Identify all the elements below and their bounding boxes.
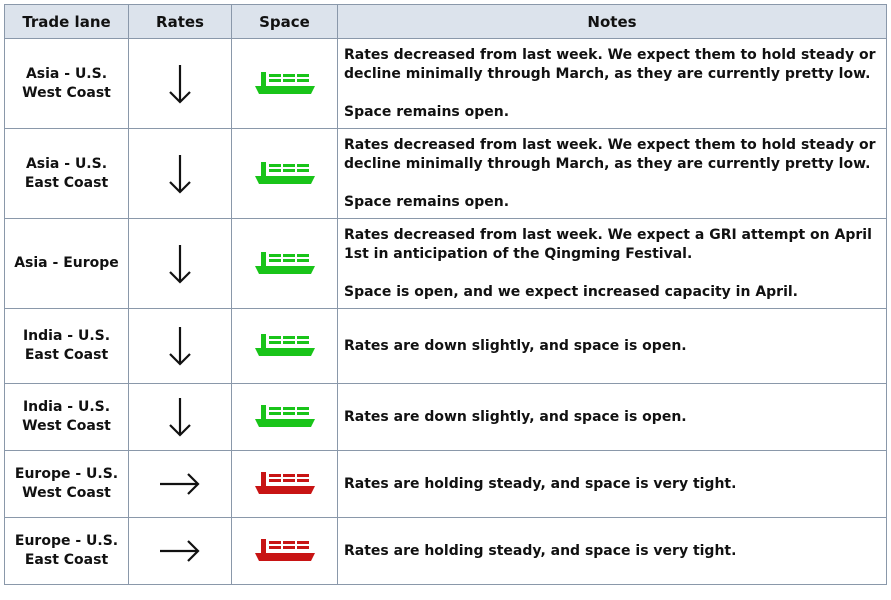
rates-cell (129, 129, 232, 219)
notes-cell (338, 309, 887, 384)
lane-line: West Coast (22, 84, 111, 101)
header-rates: Rates (129, 5, 232, 39)
note-text: Space remains open. (344, 103, 510, 120)
space-cell (232, 219, 338, 309)
arrow-right-icon (129, 472, 231, 496)
trade-lane-cell (5, 451, 129, 518)
space-cell (232, 39, 338, 129)
notes-cell (338, 129, 887, 219)
space-cell (232, 129, 338, 219)
lane-line: Asia - U.S. (25, 155, 108, 172)
table-row (5, 219, 887, 309)
arrow-right-icon (129, 539, 231, 563)
note-text: Space is open, and we expect increased capacity in April. (344, 283, 798, 300)
table-row (5, 451, 887, 518)
notes-cell (338, 451, 887, 518)
header-space: Space (232, 5, 338, 39)
rates-cell (129, 219, 232, 309)
table-row (5, 39, 887, 129)
rates-cell (129, 39, 232, 129)
note-text: Rates are down slightly, and space is open. (344, 337, 687, 354)
trade-lane-table (4, 4, 887, 585)
container-ship-icon (232, 405, 337, 429)
arrow-down-icon (129, 325, 231, 367)
header-trade-lane: Trade lane (5, 5, 129, 39)
space-cell (232, 451, 338, 518)
lane-line: West Coast (22, 418, 111, 434)
lane-line: Asia - U.S. (25, 65, 108, 82)
lane-line: West Coast (22, 485, 111, 501)
rates-cell (129, 518, 232, 585)
note-text: Rates are down slightly, and space is open. (344, 408, 687, 425)
lane-line: India - U.S. (22, 328, 111, 344)
container-ship-icon (232, 472, 337, 496)
arrow-down-icon (129, 243, 231, 285)
note-text: Rates decreased from last week. We expect them to hold steady or decline minimally through March, as they are currently pretty low. (344, 136, 876, 172)
lane-line: East Coast (24, 174, 109, 191)
container-ship-icon (232, 252, 337, 276)
arrow-down-icon (129, 396, 231, 438)
lane-line: East Coast (24, 552, 109, 568)
note-text: Space remains open. (344, 193, 510, 210)
arrow-down-icon (129, 153, 231, 195)
table-row (5, 384, 887, 451)
container-ship-icon (232, 72, 337, 96)
arrow-down-icon (129, 63, 231, 105)
table-row (5, 309, 887, 384)
rates-cell (129, 451, 232, 518)
table-row (5, 129, 887, 219)
note-text: Rates decreased from last week. We expect a GRI attempt on April 1st in anticipation of the Qingming Festival. (344, 226, 872, 262)
lane-line: India - U.S. (22, 399, 111, 415)
trade-lane-cell (5, 39, 129, 129)
trade-lane-cell (5, 384, 129, 451)
rates-cell (129, 384, 232, 451)
notes-cell (338, 384, 887, 451)
space-cell (232, 518, 338, 585)
notes-cell (338, 518, 887, 585)
trade-lane-cell (5, 129, 129, 219)
note-text: Rates are holding steady, and space is very tight. (344, 542, 737, 559)
rates-cell (129, 309, 232, 384)
notes-cell (338, 39, 887, 129)
note-text: Rates are holding steady, and space is very tight. (344, 475, 737, 492)
container-ship-icon (232, 162, 337, 186)
note-text: Rates decreased from last week. We expect them to hold steady or decline minimally through March, as they are currently pretty low. (344, 46, 876, 82)
space-cell (232, 384, 338, 451)
notes-cell (338, 219, 887, 309)
lane-line: East Coast (24, 347, 109, 363)
container-ship-icon (232, 539, 337, 563)
lane-line: Europe - U.S. (14, 533, 119, 549)
table-row (5, 518, 887, 585)
header-row (5, 5, 887, 39)
trade-lane-cell (5, 219, 129, 309)
header-notes: Notes (338, 5, 887, 39)
space-cell (232, 309, 338, 384)
trade-lane-cell (5, 309, 129, 384)
lane-line: Europe - U.S. (14, 466, 119, 482)
container-ship-icon (232, 334, 337, 358)
lane-line: Asia - Europe (14, 255, 119, 271)
trade-lane-cell (5, 518, 129, 585)
